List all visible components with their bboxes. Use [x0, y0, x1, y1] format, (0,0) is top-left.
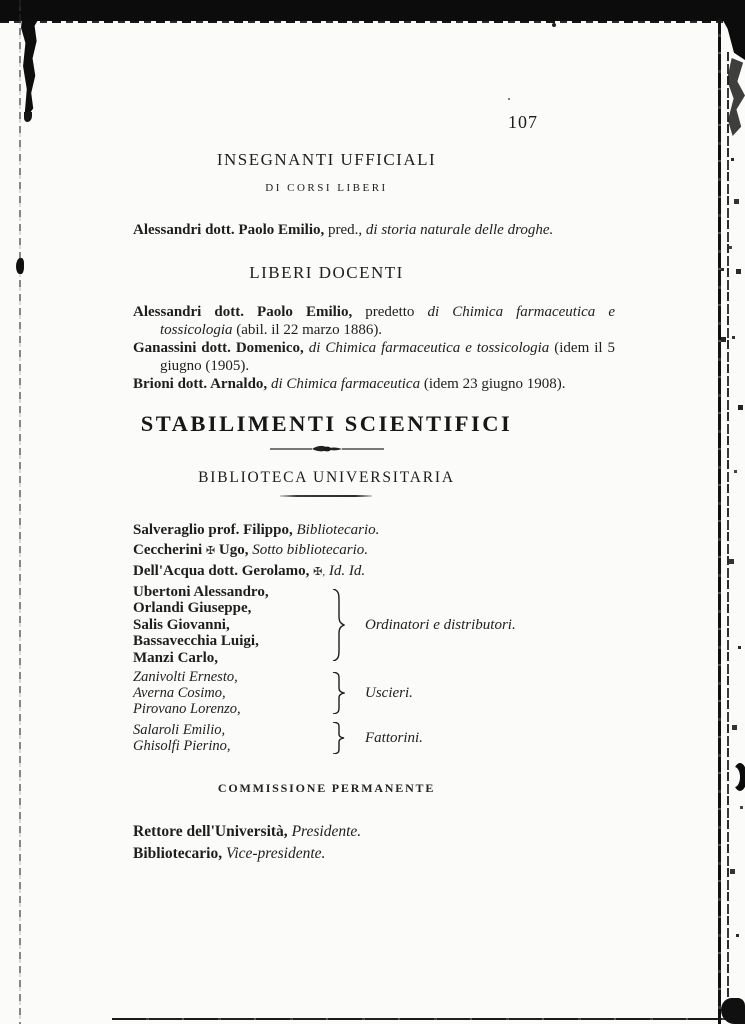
- entry-subject: di Chimica farmaceutica: [270, 376, 421, 392]
- group-role: Uscieri.: [365, 685, 413, 701]
- group-brace: [331, 589, 349, 661]
- staff-group-ordinatori: [133, 584, 615, 667]
- entry-note: (abil. il 22 marzo 1886).: [236, 322, 383, 338]
- section-title-commissione-permanente: COMMISSIONE PERMANENTE: [217, 781, 436, 795]
- staff-name: Ceccherini: [133, 541, 203, 558]
- right-brace-icon: [331, 589, 345, 661]
- thin-rule-divider: [280, 495, 372, 497]
- right-brace-icon: [331, 722, 345, 754]
- flourish-icon: [268, 443, 386, 455]
- staff-name: Orlandi Giuseppe,: [133, 600, 252, 616]
- scan-artifact-bottom-line: [112, 1018, 745, 1021]
- section-title-liberi-docenti: LIBERI DOCENTI: [249, 263, 404, 282]
- scan-artifact-right-line-1: [718, 18, 721, 1024]
- entry-name: Alessandri dott. Paolo Emilio,: [133, 222, 325, 238]
- staff-name: Zanivolti Ernesto,: [133, 669, 238, 685]
- staff-name: Manzi Carlo,: [133, 649, 218, 666]
- staff-name: Salaroli Emilio,: [133, 722, 226, 738]
- entry-subject: di Chimica farmaceutica e tossicologia: [160, 304, 616, 338]
- group-role: Ordinatori e distributori.: [365, 616, 516, 633]
- entry-name: Ganassini dott. Domenico,: [133, 340, 304, 356]
- entry-note: (idem 23 giugno 1908).: [423, 376, 566, 392]
- staff-name: Averna Cosimo,: [133, 685, 226, 701]
- staff-name: Dell'Acqua dott. Gerolamo,: [133, 562, 310, 579]
- decorative-flourish-divider: [133, 442, 520, 460]
- entry-alessandri: [133, 303, 615, 339]
- staff-name: Ugo,: [218, 541, 249, 558]
- commission-members: [133, 821, 615, 864]
- staff-row-dellacqua: [133, 561, 615, 582]
- entry-mid: pred.,: [328, 222, 363, 238]
- section-title-stabilimenti-scientifici: STABILIMENTI SCIENTIFICI: [140, 411, 513, 436]
- group-brace: [331, 672, 349, 714]
- page-number: 107: [508, 112, 538, 132]
- member-role: Presidente.: [291, 823, 362, 840]
- entry-subject: di storia naturale delle droghe.: [365, 222, 554, 238]
- staff-role: Id. Id.: [328, 562, 366, 579]
- commission-row-rettore: [133, 821, 615, 843]
- staff-role: Sotto bibliotecario.: [252, 541, 369, 558]
- maltese-cross-icon: ✠,: [313, 565, 326, 578]
- entry-alessandri-pred: [133, 221, 615, 239]
- scan-artifact-crescent-cut: [729, 767, 740, 787]
- scan-artifact-left-blob: [16, 258, 24, 274]
- scan-artifact-left-tear: [21, 20, 38, 116]
- staff-name: Ubertoni Alessandro,: [133, 583, 269, 600]
- entry-mid: predetto: [365, 304, 415, 320]
- staff-group-names: [133, 722, 331, 754]
- member-name: Rettore dell'Università,: [133, 823, 288, 840]
- entry-name: Brioni dott. Arnaldo,: [133, 376, 268, 392]
- entry-note: (idem il 5 giugno (1905).: [160, 340, 615, 374]
- staff-name: Salis Giovanni,: [133, 616, 230, 633]
- scan-artifact-right-speckles: [731, 158, 734, 161]
- section-title-biblioteca-universitaria: BIBLIOTECA UNIVERSITARIA: [198, 469, 455, 486]
- member-name: Bibliotecario,: [133, 844, 223, 862]
- staff-name: Pirovano Lorenzo,: [133, 701, 241, 717]
- entry-name: Alessandri dott. Paolo Emilio,: [133, 304, 353, 320]
- group-brace: [331, 722, 349, 754]
- page-content: [133, 0, 615, 864]
- staff-name: Ghisolfi Pierino,: [133, 738, 231, 754]
- scan-artifact-left-tear-foot: [24, 112, 32, 122]
- scan-artifact-left-edge-line: [19, 0, 21, 1024]
- staff-row-salveraglio: [133, 520, 615, 540]
- library-staff-list: [133, 520, 615, 755]
- section-subtitle-di-corsi-liberi: DI CORSI LIBERI: [265, 182, 388, 194]
- scan-artifact-top-right-blob-2: [726, 58, 745, 136]
- right-brace-icon: [331, 672, 345, 714]
- staff-group-uscieri: [133, 669, 615, 717]
- staff-name: Bassavecchia Luigi,: [133, 633, 259, 649]
- staff-name: Salveraglio prof. Filippo,: [133, 521, 293, 538]
- staff-row-ceccherini: [133, 540, 615, 561]
- staff-group-names: [133, 584, 331, 667]
- maltese-cross-icon: ✠: [205, 544, 216, 557]
- entry-brioni: [133, 375, 615, 393]
- scan-artifact-bottom-right-blob: [721, 998, 745, 1024]
- commission-row-bibliotecario: [133, 843, 615, 865]
- scan-artifact-right-line-2: [727, 52, 729, 1024]
- staff-role: Bibliotecario.: [296, 521, 380, 538]
- group-role: Fattorini.: [365, 730, 423, 746]
- liberi-docenti-entries: [133, 303, 615, 393]
- staff-group-fattorini: [133, 722, 615, 754]
- member-role: Vice-presidente.: [226, 844, 326, 862]
- entry-ganassini: [133, 339, 615, 375]
- section-title-insegnanti-ufficiali: INSEGNANTI UFFICIALI: [216, 150, 437, 169]
- staff-group-names: [133, 669, 331, 717]
- entry-subject: di Chimica farmaceutica e tossicologia: [308, 340, 550, 356]
